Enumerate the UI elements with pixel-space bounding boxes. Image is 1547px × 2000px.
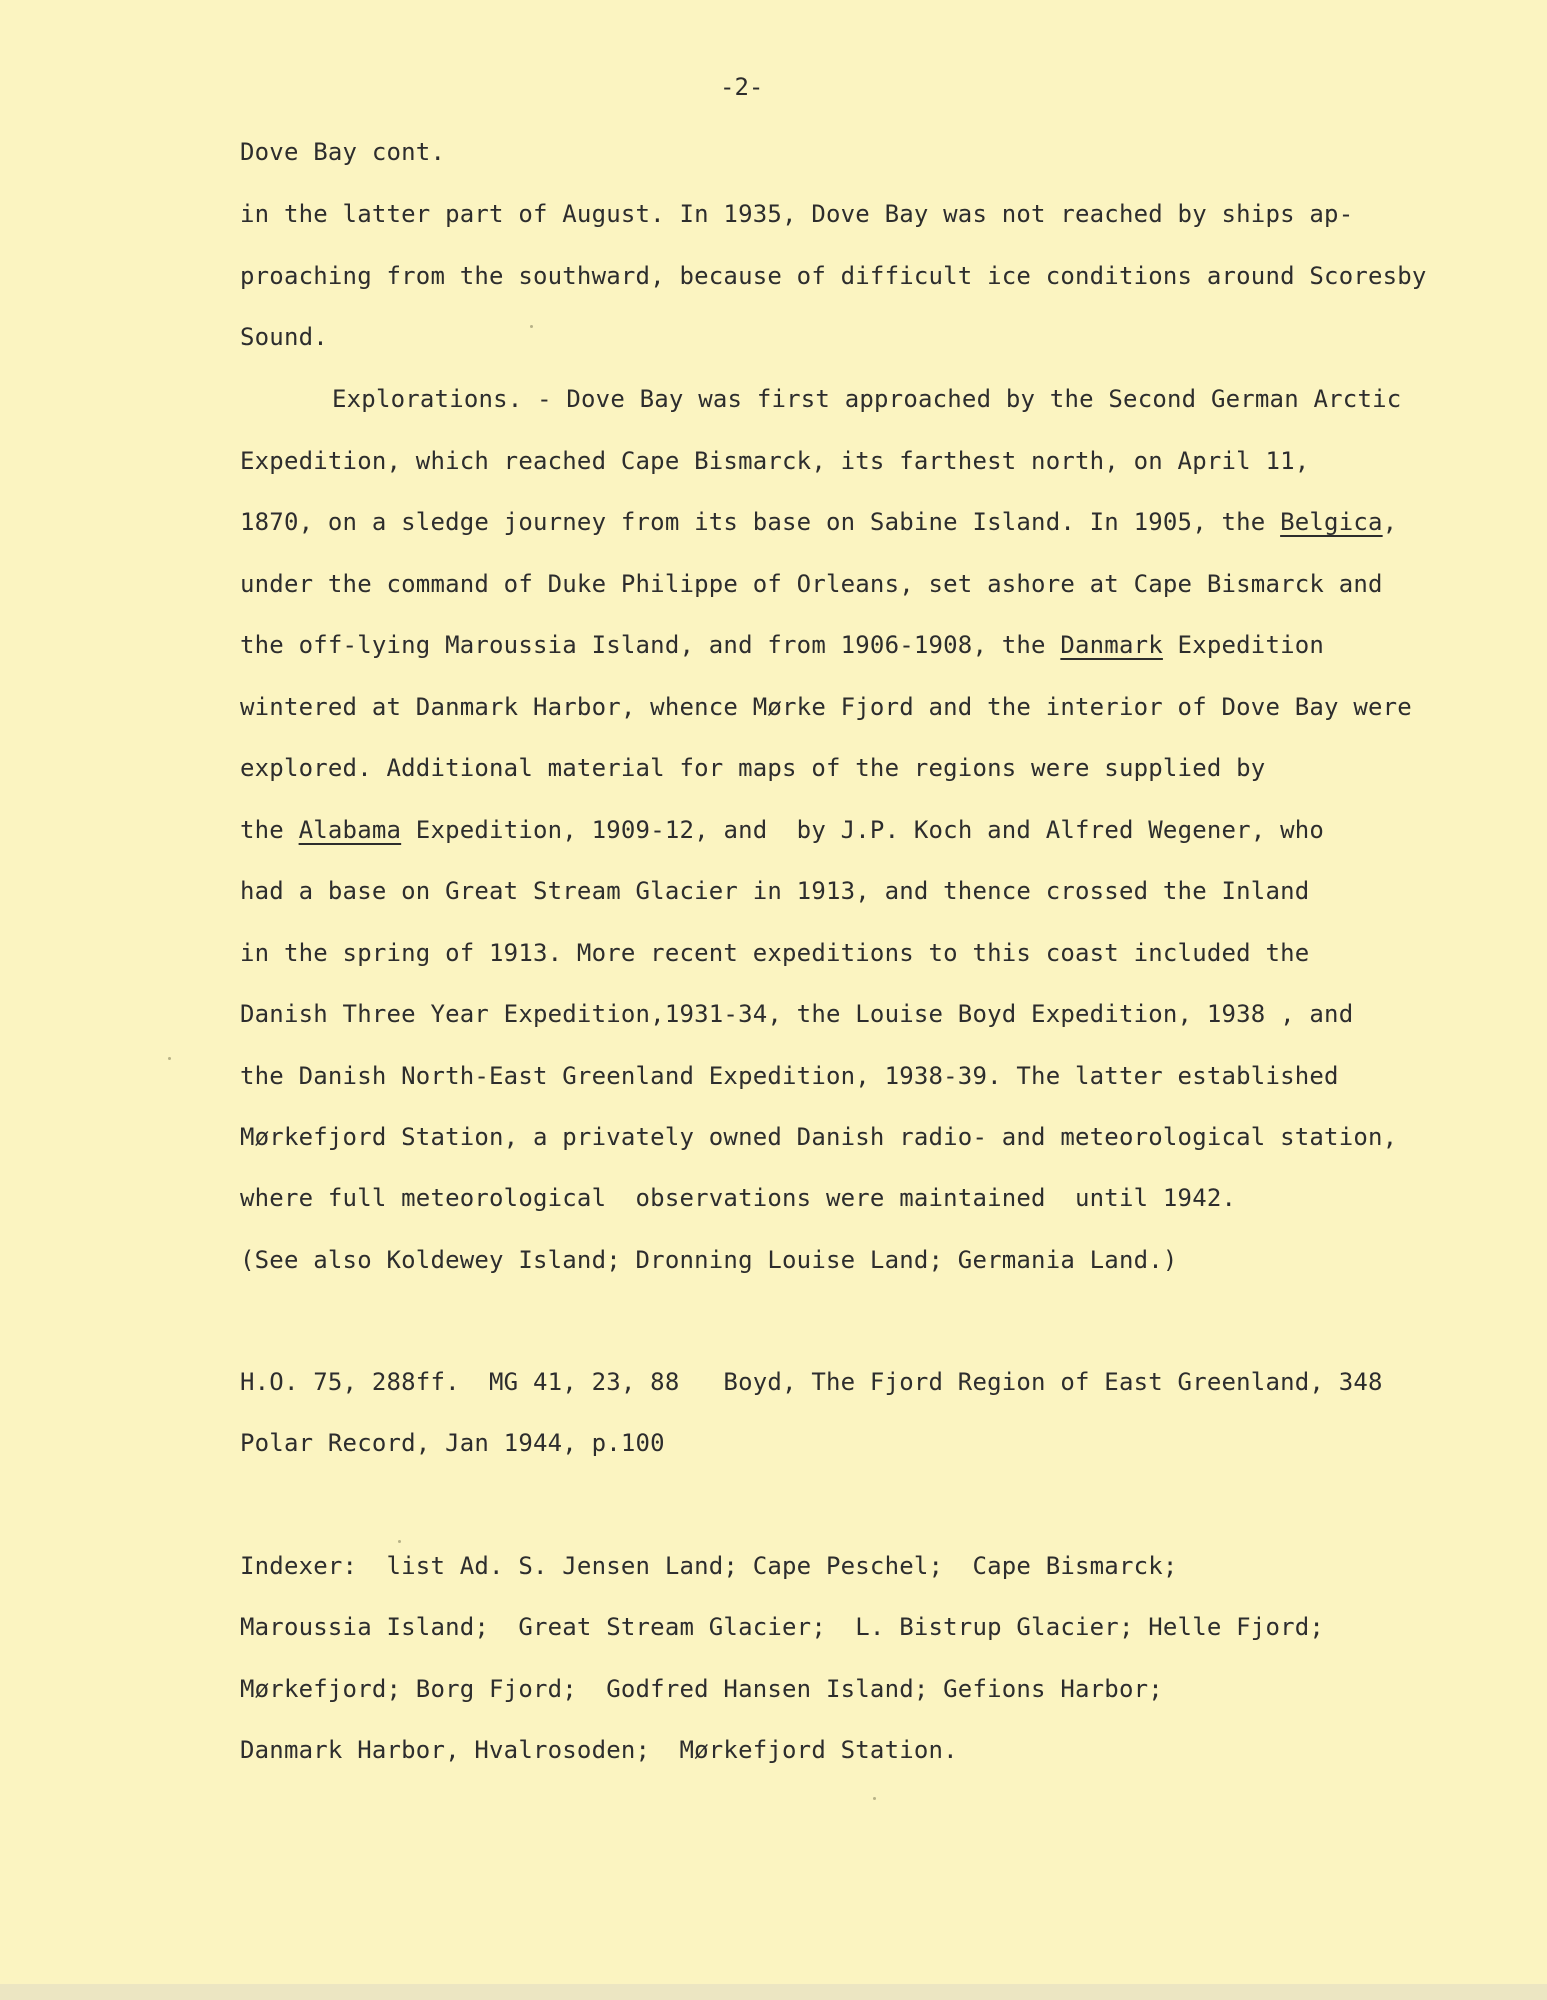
explorations-line: the Danish North-East Greenland Expedition, 1938-39. The latter established	[240, 1062, 1339, 1090]
section-heading: Dove Bay cont.	[240, 138, 446, 166]
indexer-line: Mørkefjord; Borg Fjord; Godfred Hansen Island; Gefions Harbor;	[240, 1675, 1163, 1703]
ship-name-alabama: Alabama	[298, 816, 402, 844]
reference-line: H.O. 75, 288ff. MG 41, 23, 88 Boyd, The Fjord Region of East Greenland, 348	[240, 1368, 1383, 1396]
explorations-line: Mørkefjord Station, a privately owned Danish radio- and meteorological station,	[240, 1123, 1398, 1151]
body-line: proaching from the southward, because of difficult ice conditions around Scoresby	[240, 262, 1427, 290]
indexer-line: Indexer: list Ad. S. Jensen Land; Cape Peschel; Cape Bismarck;	[240, 1552, 1178, 1580]
explorations-line: had a base on Great Stream Glacier in 1913, and thence crossed the Inland	[240, 877, 1310, 905]
indexer-line: Maroussia Island; Great Stream Glacier; L. Bistrup Glacier; Helle Fjord;	[240, 1613, 1325, 1641]
ship-name-belgica: Belgica	[1280, 508, 1383, 536]
paper-speck	[530, 325, 533, 328]
paper-speck	[873, 1797, 876, 1800]
explorations-line: Explorations. - Dove Bay was first approached by the Second German Arctic	[332, 385, 1402, 413]
page-number: -2-	[720, 73, 764, 101]
ship-name-danmark: Danmark	[1060, 631, 1163, 659]
explorations-line: explored. Additional material for maps of the regions were supplied by	[240, 754, 1266, 782]
explorations-line: wintered at Danmark Harbor, whence Mørke Fjord and the interior of Dove Bay were	[240, 693, 1412, 721]
body-line: in the latter part of August. In 1935, Dove Bay was not reached by ships ap-	[240, 200, 1354, 228]
explorations-line: under the command of Duke Philippe of Orleans, set ashore at Cape Bismarck and	[240, 570, 1383, 598]
paper-speck	[168, 1057, 171, 1060]
explorations-line: in the spring of 1913. More recent expeditions to this coast included the	[240, 939, 1310, 967]
see-also-line: (See also Koldewey Island; Dronning Louise Land; Germania Land.)	[240, 1246, 1178, 1274]
explorations-line: where full meteorological observations were maintained until 1942.	[240, 1184, 1237, 1212]
indexer-line: Danmark Harbor, Hvalrosoden; Mørkefjord Station.	[240, 1736, 958, 1764]
scan-bottom-edge	[0, 1984, 1547, 2000]
explorations-line: 1870, on a sledge journey from its base on Sabine Island. In 1905, the Belgica,	[240, 508, 1398, 536]
explorations-line: Danish Three Year Expedition,1931-34, the Louise Boyd Expedition, 1938 , and	[240, 1000, 1354, 1028]
explorations-line: the off-lying Maroussia Island, and from 1906-1908, the Danmark Expedition	[240, 631, 1325, 659]
paper-speck	[398, 1540, 401, 1543]
body-line: Sound.	[240, 323, 328, 351]
explorations-line: Expedition, which reached Cape Bismarck, its farthest north, on April 11,	[240, 447, 1310, 475]
reference-line: Polar Record, Jan 1944, p.100	[240, 1429, 665, 1457]
explorations-line: the Alabama Expedition, 1909-12, and by J.P. Koch and Alfred Wegener, who	[240, 816, 1325, 844]
